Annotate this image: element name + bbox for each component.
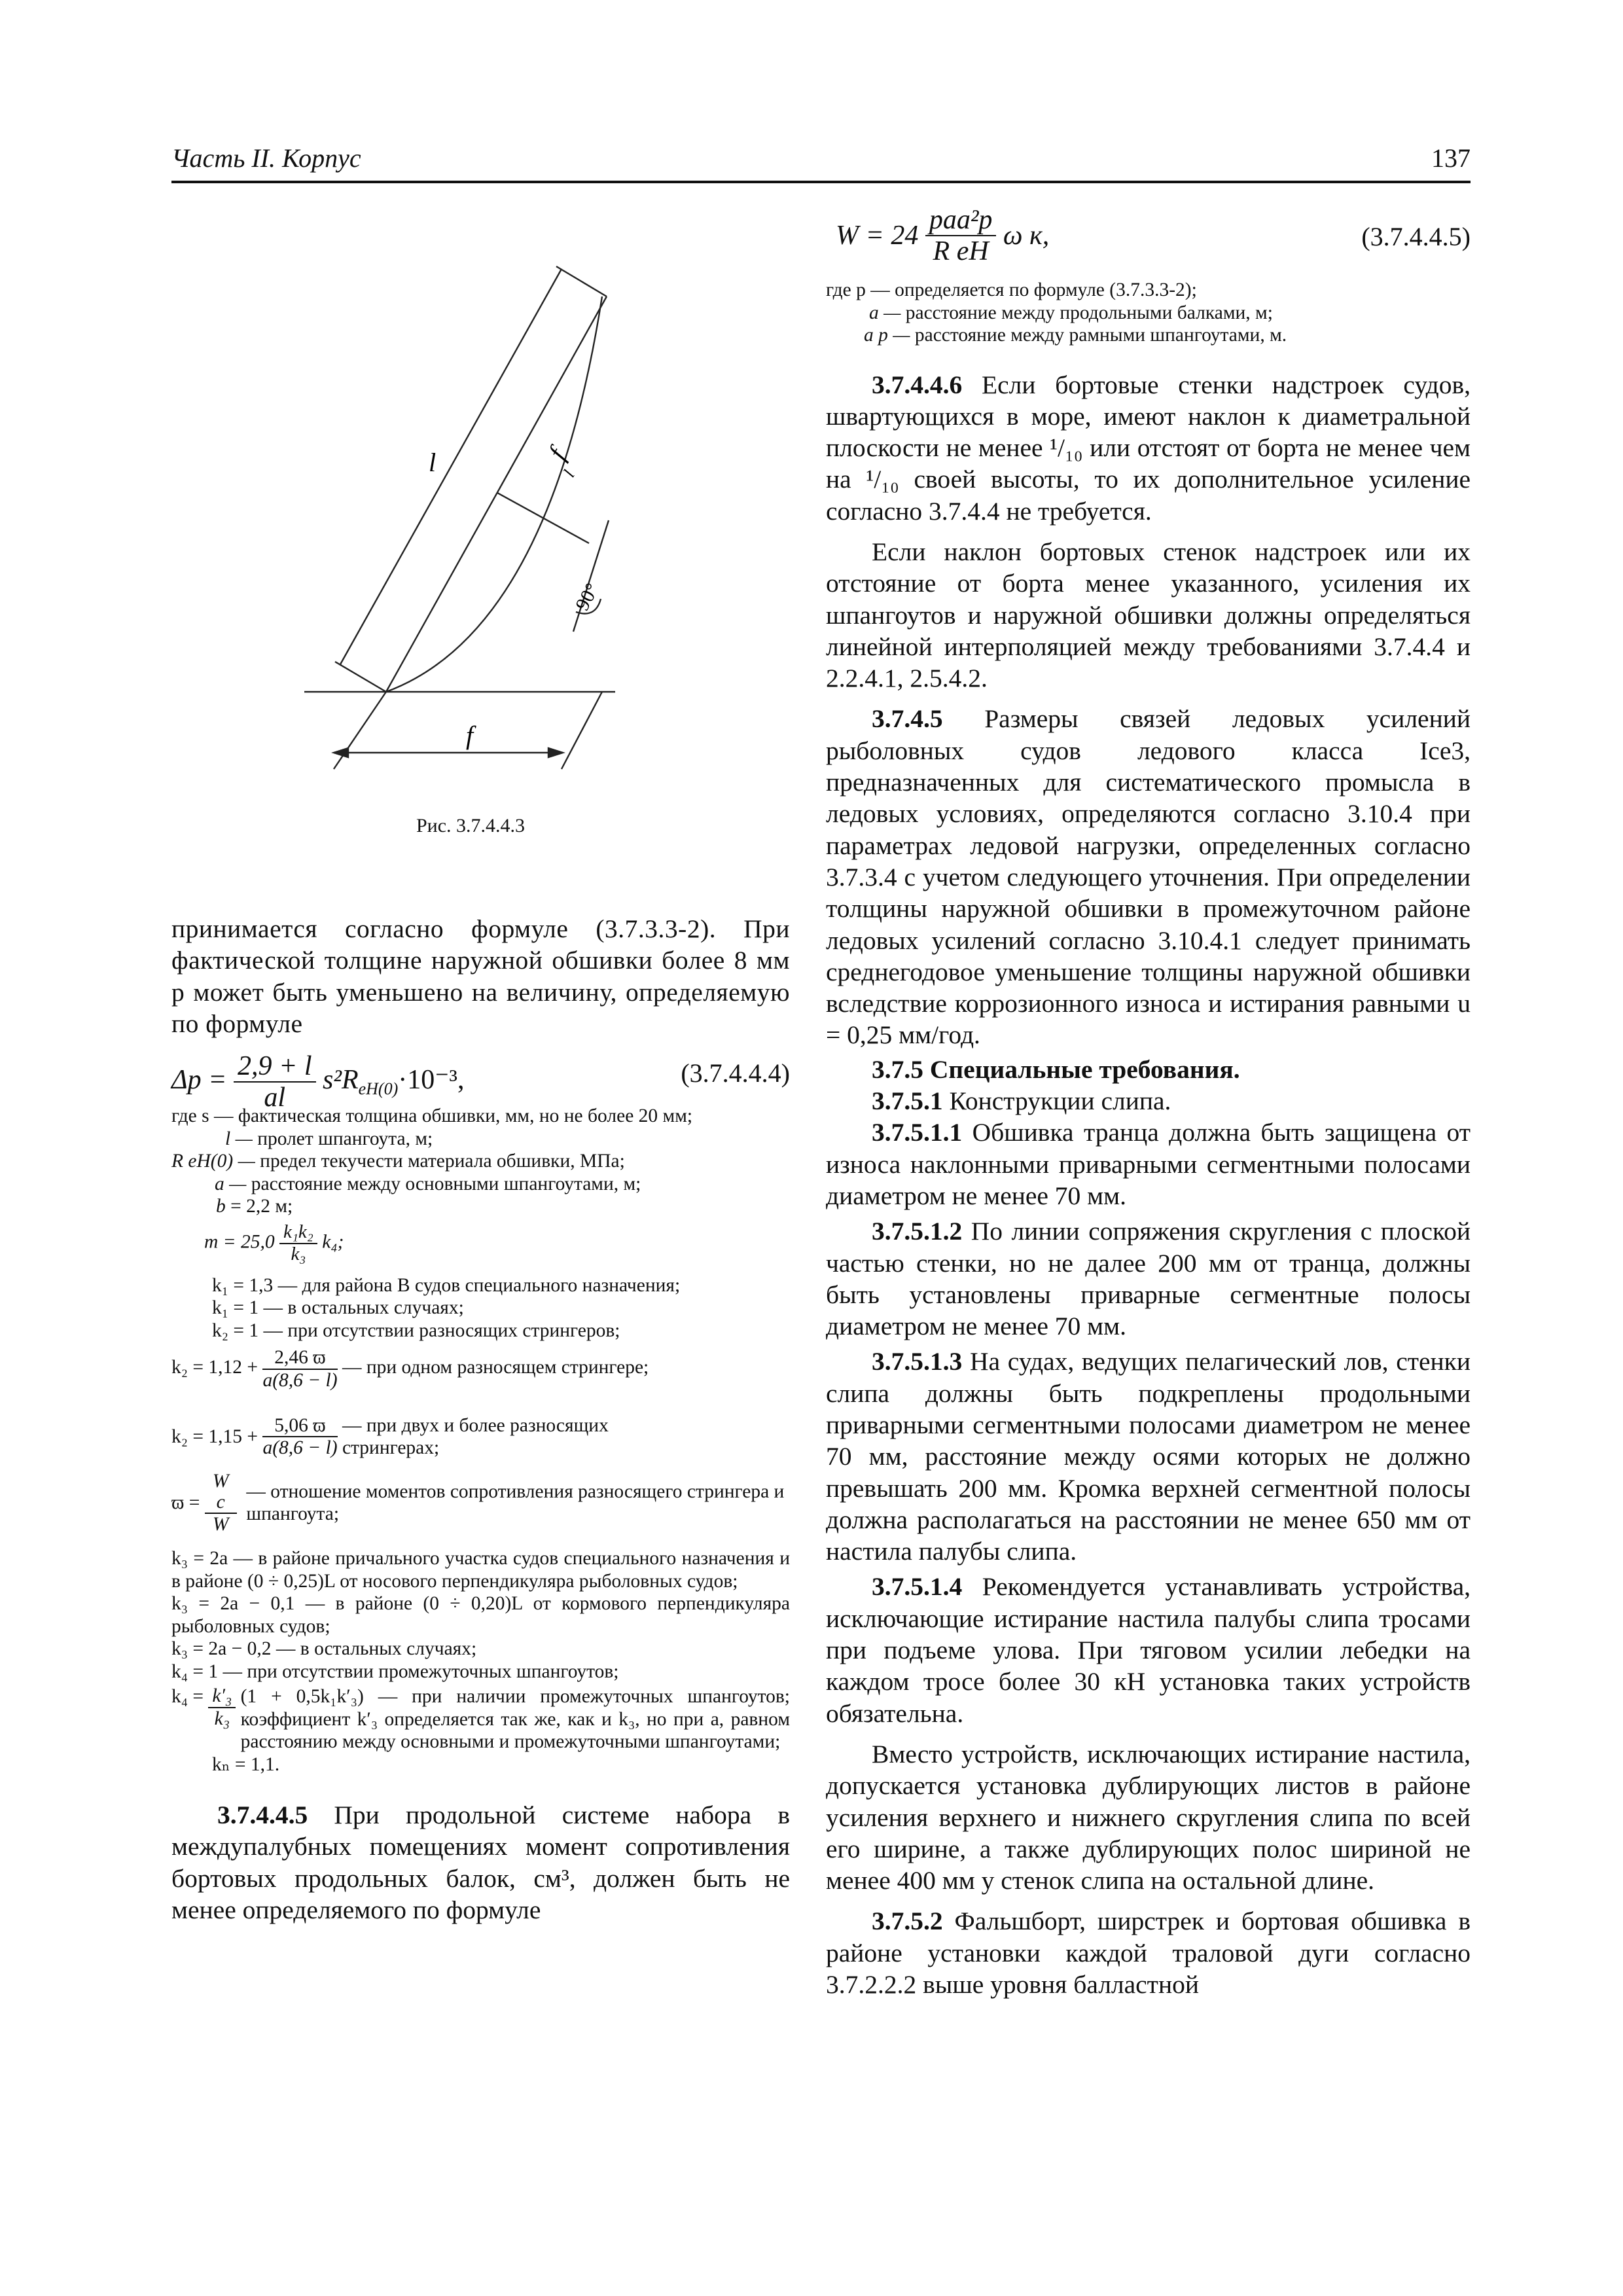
label-f: f [466,721,474,750]
label-angle: 90° [571,579,603,615]
paragraph: 3.7.5.1.3 На судах, ведущих пелагический лов, стенки слипа должны быть подкреплены продольными приварными сегментными полосами диаметром не менее 70 мм, расстояние между осями которых не должно превышать 200 мм. Кромка верхней сегментной полосы должна располагаться на расстоянии не менее 650 мм от настила палубы слипа. [826,1347,1471,1566]
k3-line: k₃ = 2a − 0,1 — в районе (0 ÷ 0,20)L от кормового перпендикуляра рыболовных судов; [171,1593,790,1637]
k2-formula-b: k₂ = 1,15 + $\frac{5,06 ϖ}{a(8,6 - l)}$ — при двух и более разносящих стрингерах; [171,1414,609,1459]
formula-3-7-4-4-5: W = 24 $\frac{\text{paa²p}}{\text{R eH}}$ ω к, (3.7.4.4.5) [836,204,1471,266]
left-column [171,913,790,1926]
formula-number: (3.7.4.4.4) [681,1058,790,1088]
paragraph: 3.7.5.1.1 Обшивка транца должна быть защищена от износа наклонными приварными сегментными полосами диаметром не менее 70 мм. [826,1118,1471,1210]
chord-line [386,296,607,692]
where-item: где p — определяется по формуле (3.7.3.3-2); [826,279,1197,300]
k4-line: k₄ = 1 — при отсутствии промежуточных шпангоутов; [171,1660,619,1682]
omega-formula: ϖ = $\frac{\text{W c}}{W}$ — отношение моментов сопротивления разносящего стрингера и шпангоута; [171,1470,785,1535]
m-formula: m = 25,0 $\frac{\text{k₁k₂}}{\text{k₃}}$ k₄; [204,1221,344,1265]
paragraph: 3.7.5.2 Фальшборт, ширстрек и бортовая обшивка в районе установки каждой траловой дуги согласно 3.7.2.2.2 выше уровня балластной [826,1907,1471,2000]
kn-line: kₙ = 1,1. [212,1753,280,1775]
page-number: 137 [1431,143,1471,173]
paragraph: 3.7.5.1.4 Рекомендуется устанавливать устройства, исключающие истирание настила палубы слипа тросами при подъеме улова. При тяговом усилии лебедки на каждом тросе более 30 кН установка таких устройств обязательна. [826,1572,1471,1728]
paragraph: 3.7.4.5 Размеры связей ледовых усилений рыболовных судов ледового класса Ice3, предназначенных для систематического промысла в ледовых условиях, определяются согласно 3.10.4 при параметрах ледовой нагрузки, определенных согласно 3.7.3.4 с учетом следующего уточнения. При определении толщины наружной обшивки в промежуточном районе ледовых усилений согласно 3.10.4.1 следует принимать среднегодовое уменьшение толщины наружной обшивки вследствие коррозионного износа и истирания равными u = 0,25 мм/год. [826,704,1471,1050]
where-item: где s — фактическая толщина обшивки, мм, но не более 20 мм; [171,1105,693,1127]
where-item: l — пролет шпангоута, м; [225,1128,433,1149]
where-item: b = 2,2 м; [216,1196,293,1217]
where-item: a — расстояние между продольными балками, м; [869,302,1273,323]
page-header [171,143,1471,183]
paragraph: 3.7.4.4.6 Если бортовые стенки надстроек судов, швартующихся в море, имеют наклон к диаметральной плоскости не менее ¹/₁₀ или отстоят от борта не менее чем на ¹/₁₀ своей высоты, то их дополнительное усиление согласно 3.7.4.4 не требуется. [826,370,1471,526]
figure-diagram [301,245,628,782]
where-list-right [826,279,1471,347]
figure-caption: Рис. 3.7.4.4.3 [416,815,526,836]
k4-formula: k₄ = $\frac{\text{k′₃}}{\text{k₃}}$ (1 + 0,5k₁k′₃) — при наличии промежуточных шпангоутов; коэффициент k′₃ определяется так же, как и k₃, но при a, равном расстоянию между основными и промежуточными шпангоутами; [171,1685,790,1753]
paragraph: 3.7.5.1.2 По линии сопряжения скругления с плоской частью стенки, но не далее 200 мм от транца, должны быть установлены приварные сегментные полосы диаметром не менее 70 мм. [826,1217,1471,1341]
k3-line: k₃ = 2a − 0,2 — в остальных случаях; [171,1638,477,1660]
running-title: Часть II. Корпус [171,143,361,173]
k-line: k₂ = 1 — при отсутствии разносящих стрингеров; [212,1319,620,1341]
k-line: k₁ = 1,3 — для района В судов специального назначения; [212,1274,681,1296]
label-l: l [429,448,437,477]
paragraph: 3.7.5.1 Конструкции слипа. [872,1086,1171,1116]
k-line: k₁ = 1 — в остальных случаях; [212,1297,464,1319]
paragraph-heading: 3.7.5 Специальные требования. [872,1054,1240,1084]
where-item: R eH(0) — предел текучести материала обшивки, МПа; [171,1151,625,1172]
left-para-last: 3.7.4.4.5 При продольной системе набора в междупалубных помещениях момент сопротивления бортовых продольных балок, см³, должен быть не менее определяемого по формуле [171,1801,790,1925]
label-fl-sub: l [560,467,579,480]
label-fl: f [542,443,572,465]
where-item: a p — расстояние между рамными шпангоутами, м. [864,325,1287,346]
right-paragraphs [826,369,1471,2001]
dimension-l [340,269,562,664]
left-para-1: принимается согласно формуле (3.7.3.3-2). При фактической толщине наружной обшивки более 8 мм p может быть уменьшено на величину, определяемую по формуле [171,914,790,1038]
where-list-left [171,1105,790,1776]
formula-number: (3.7.4.4.5) [1361,222,1471,251]
where-item: a — расстояние между основными шпангоутами, м; [215,1173,641,1194]
formula-3-7-4-4-4: Δp = $\frac{2,9 + l}{al}$ $s^2R_{eH(0)}\cdot 10^{-3}$, (3.7.4.4.4) [171,1051,790,1113]
k2-formula-a: k₂ = 1,12 + $\frac{2,46 ϖ}{a(8,6 - l)}$ — при одном разносящем стрингере; [171,1347,649,1391]
k3-line: k₃ = 2a — в районе причального участка судов специального назначения и в районе (0 ÷ 0,25)L от носового перпендикуляра рыболовных судов; [171,1548,790,1592]
paragraph: Если наклон бортовых стенок надстроек или их отстояние от борта менее указанного, усиления их шпангоутов и наружной обшивки должны определяться линейной интерполяцией между требованиями 3.7.4.4 и 2.2.4.1, 2.5.4.2. [826,537,1471,693]
paragraph: Вместо устройств, исключающих истирание настила, допускается установка дублирующих листов в районе усиления верхнего и нижнего скругления слипа по всей его ширине, а также дублирующих полос шириной не менее 400 мм у стенок слипа на остальной длине. [826,1739,1471,1895]
right-column [826,196,1471,2000]
